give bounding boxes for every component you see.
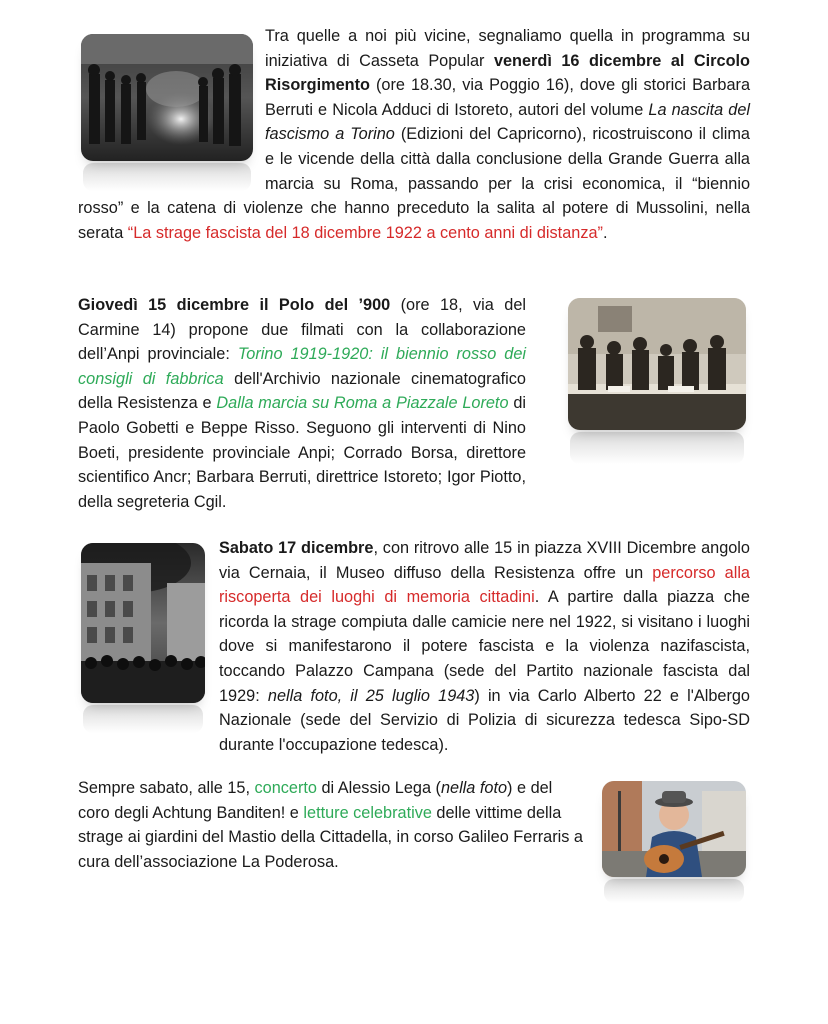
p2-film-2-link[interactable]: Dalla marcia su Roma a Piazzale Loreto bbox=[216, 394, 509, 413]
p1-event-title-link[interactable]: “La strage fascista del 18 dicembre 1922 a cento anni di distanza” bbox=[127, 223, 603, 242]
p4-text-4: delle vittime della strage ai giardini del Mastio della Cittadella, in corso Galileo Ferraris a cura dell’associazione La Poderosa. bbox=[78, 803, 583, 871]
p4-text-1: Sempre sabato, alle 15, bbox=[78, 779, 255, 797]
photo-palazzo-campana-reflection bbox=[83, 705, 203, 733]
p3-text-2: . A partire dalla piazza che ricorda la strage compiuta dalle camicie nere nel 1922, si visitano i luoghi dove si manifestarono il potere fascista e la violenza nazifascista, toccando Palazzo Campana (sede del Partito nazionale fascista dal 1929: bbox=[219, 588, 750, 705]
p4-text-2: di Alessio Lega ( bbox=[316, 779, 441, 797]
paragraph-polo-900 bbox=[78, 293, 526, 514]
p4-photo-caption: nella foto bbox=[440, 779, 508, 797]
p1-text-4: . bbox=[602, 223, 608, 242]
p4-text-3: ) e del coro degli Achtung Banditen! e bbox=[78, 779, 553, 822]
p4-concerto-link[interactable]: concerto bbox=[254, 779, 317, 797]
p2-text-1: (ore 18, via del Carmine 14) propone due filmati con la collaborazione dell’Anpi provinciale: bbox=[78, 296, 526, 364]
photo-palazzo-campana bbox=[81, 543, 205, 703]
p2-event-date: Giovedì 15 dicembre il Polo del ’900 bbox=[78, 296, 391, 314]
p2-film-1-link[interactable]: Torino 1919-1920: il biennio rosso dei consigli di fabbrica bbox=[78, 345, 527, 388]
p3-text-1: , con ritrovo alle 15 in piazza XVIII Dicembre angolo via Cernaia, il Museo diffuso della Resistenza offre un bbox=[219, 539, 750, 582]
p1-text-2: (ore 18.30, via Poggio 16), dove gli storici Barbara Berruti e Nicola Adduci di Istoreto, autori del volume bbox=[265, 76, 750, 119]
paragraph-sabato-17 bbox=[219, 536, 750, 757]
photo-alessio-lega-reflection bbox=[604, 879, 744, 903]
p3-event-date: Sabato 17 dicembre bbox=[219, 539, 374, 557]
p3-percorso-link[interactable]: percorso alla riscoperta dei luoghi di memoria cittadini bbox=[219, 563, 750, 607]
paragraph-sempre-sabato bbox=[78, 776, 588, 874]
photo-meeting-table bbox=[568, 298, 746, 430]
p2-text-2: dell'Archivio nazionale cinematografico della Resistenza e bbox=[78, 369, 526, 413]
photo-meeting-table-reflection bbox=[570, 432, 744, 464]
p2-text-3: di Paolo Gobetti e Beppe Risso. Seguono gli interventi di Nino Boeti, presidente provinciale Anpi; Corrado Borsa, direttore scientifico Ancr; Barbara Berruti, direttrice Istoreto; Igor Piotto, della segreteria Cgil. bbox=[78, 394, 526, 511]
p1-text-1: Tra quelle a noi più vicine, segnaliamo quella in programma su iniziativa di Casseta Popular bbox=[265, 27, 750, 70]
p3-text-3: ) in via Carlo Alberto 22 e l'Albergo Nazionale (sede del Servizio di Polizia di sicurezza tedesca Sipo-SD durante l'occupazione tedesca). bbox=[219, 686, 750, 754]
p1-text-3: (Edizioni del Capricorno), ricostruiscono il clima e le vicende della città dalla conclusione della Grande Guerra alla marcia su Roma, passando per la crisi economica, il “biennio rosso” e la catena di violenze che hanno preceduto la salita al potere di Mussolini, nella serata bbox=[78, 125, 750, 242]
photo-alessio-lega bbox=[602, 781, 746, 877]
float-spacer bbox=[78, 24, 265, 188]
p1-book-title: La nascita del fascismo a Torino bbox=[265, 100, 750, 144]
p4-letture-link[interactable]: letture celebrative bbox=[303, 803, 432, 822]
p1-event-date: venerdì 16 dicembre al Circolo Risorgimento bbox=[265, 51, 750, 95]
paragraph-casseta-popular bbox=[78, 24, 750, 245]
p3-photo-caption: nella foto, il 25 luglio 1943 bbox=[267, 686, 475, 705]
